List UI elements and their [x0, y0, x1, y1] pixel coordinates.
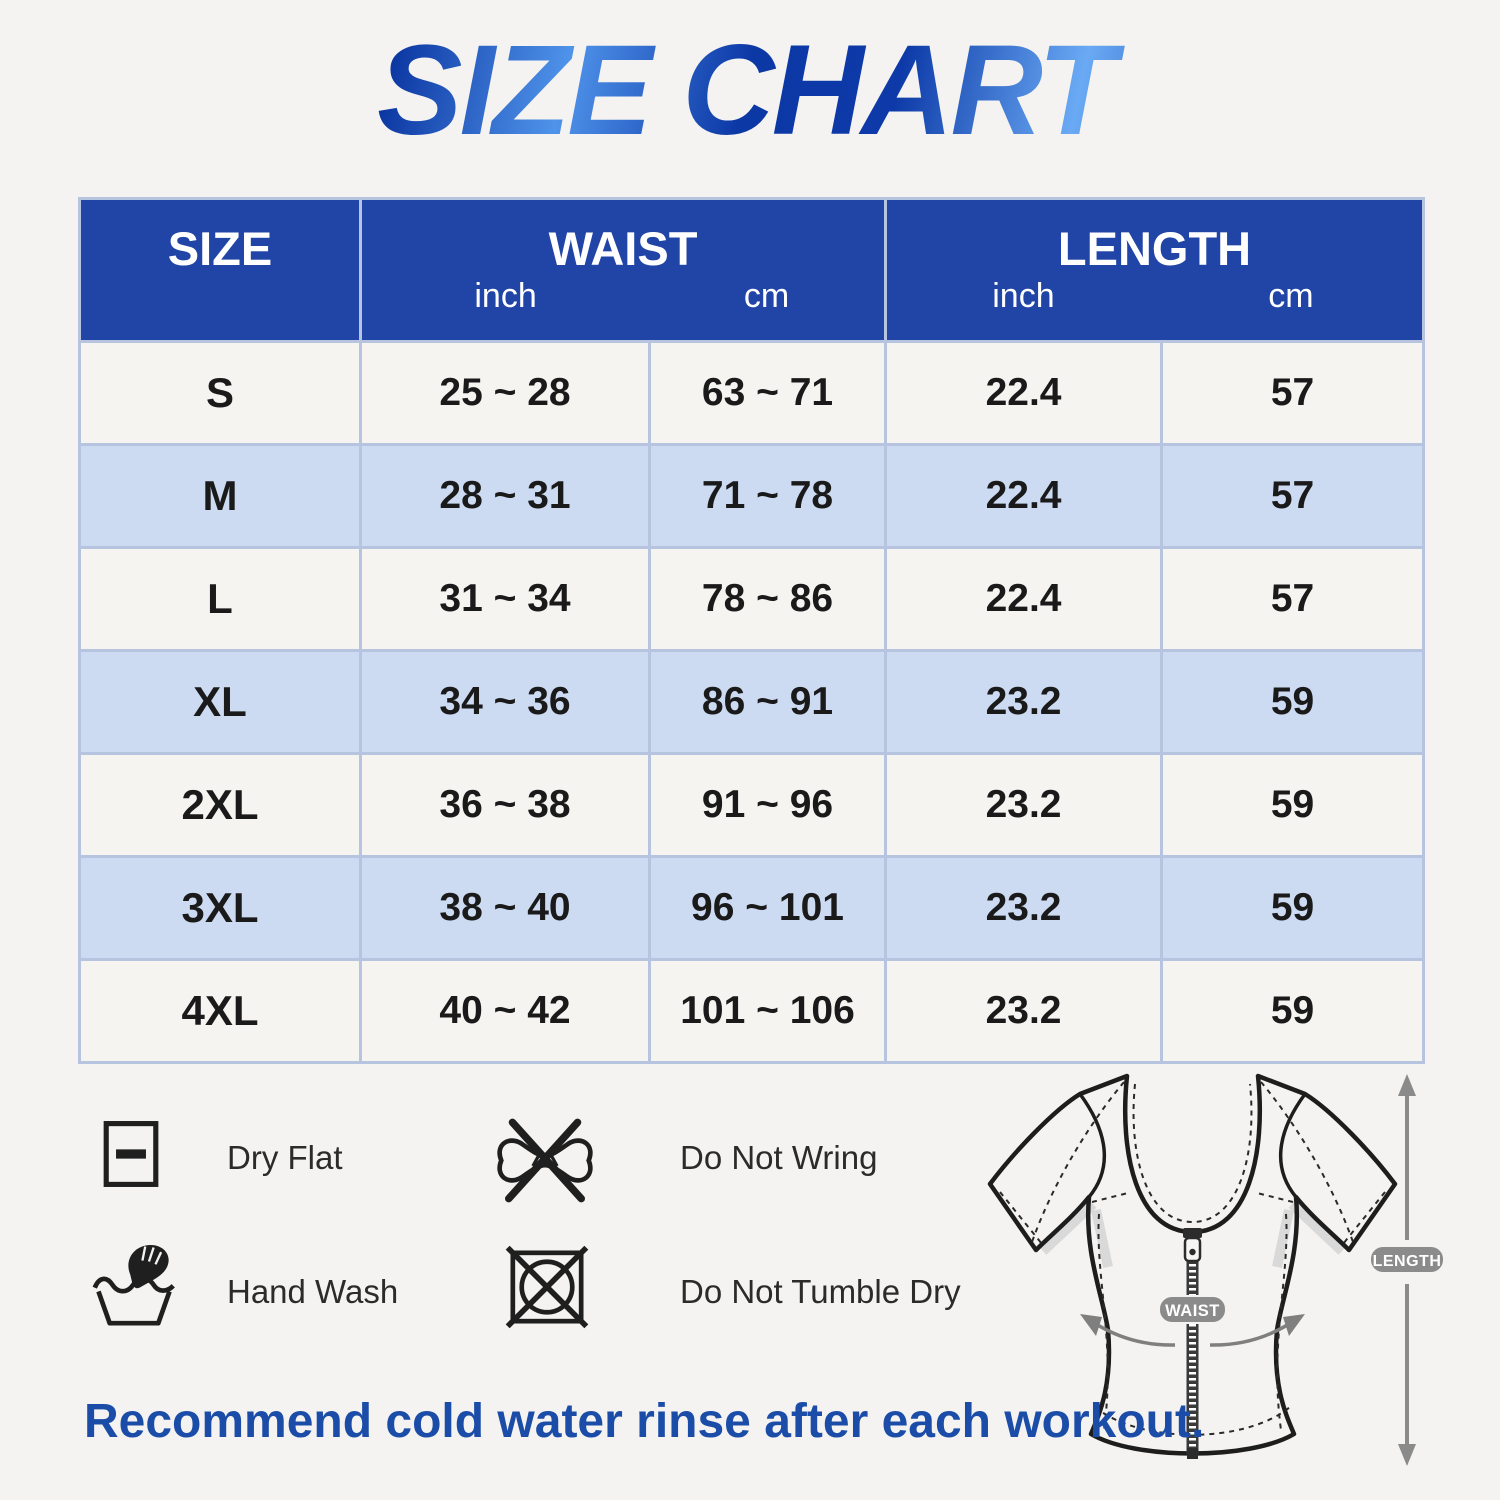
waist-cm-cell: 78 ~ 86 — [650, 548, 886, 651]
header-length-inch: inch — [992, 277, 1055, 315]
dry-flat-icon — [102, 1118, 160, 1190]
size-cell: L — [80, 548, 361, 651]
size-cell: 3XL — [80, 857, 361, 960]
length-cm-cell: 59 — [1162, 857, 1424, 960]
table-row — [80, 960, 1424, 1063]
size-cell: 2XL — [80, 754, 361, 857]
header-waist-cm: cm — [743, 277, 790, 315]
care-label-do-not-wring: Do Not Wring — [680, 1139, 878, 1176]
length-badge-label: LENGTH — [1372, 1253, 1442, 1270]
table-row — [80, 548, 1424, 651]
table-row — [80, 342, 1424, 445]
underarm-shade-left — [1042, 1203, 1092, 1250]
length-inch-cell: 22.4 — [886, 548, 1162, 651]
waist-badge-label: WAIST — [1165, 1302, 1220, 1320]
length-cm-cell: 57 — [1162, 445, 1424, 548]
page-title: SIZE CHART — [0, 16, 1490, 166]
header-waist-label: WAIST — [548, 222, 698, 275]
waist-cm-cell: 63 ~ 71 — [650, 342, 886, 445]
table-row — [80, 754, 1424, 857]
header-waist-inch: inch — [474, 277, 537, 315]
waist-cm-cell: 71 ~ 78 — [650, 445, 886, 548]
length-cm-cell: 59 — [1162, 651, 1424, 754]
waist-inch-cell: 28 ~ 31 — [361, 445, 650, 548]
header-size-label: SIZE — [167, 222, 273, 275]
hand-wash-icon — [91, 1239, 177, 1327]
waist-inch-cell: 34 ~ 36 — [361, 651, 650, 754]
waist-inch-cell: 31 ~ 34 — [361, 548, 650, 651]
header-size — [80, 199, 361, 342]
size-table — [78, 197, 1425, 1064]
care-label-dry-flat: Dry Flat — [227, 1139, 343, 1176]
length-inch-cell: 23.2 — [886, 960, 1162, 1063]
waist-cm-cell: 86 ~ 91 — [650, 651, 886, 754]
waist-badge — [1159, 1296, 1226, 1323]
underarm-shade-right — [1293, 1203, 1343, 1250]
table-header-row — [80, 199, 1424, 342]
waist-inch-cell: 25 ~ 28 — [361, 342, 650, 445]
length-inch-cell: 23.2 — [886, 754, 1162, 857]
waist-cm-cell: 96 ~ 101 — [650, 857, 886, 960]
length-badge — [1370, 1246, 1444, 1273]
table-row — [80, 651, 1424, 754]
care-label-hand-wash: Hand Wash — [227, 1273, 399, 1310]
length-cm-cell: 59 — [1162, 754, 1424, 857]
waist-cm-cell: 91 ~ 96 — [650, 754, 886, 857]
length-cm-cell: 57 — [1162, 342, 1424, 445]
waist-inch-cell: 38 ~ 40 — [361, 857, 650, 960]
do-not-tumble-dry-icon — [503, 1243, 591, 1331]
waist-inch-cell: 36 ~ 38 — [361, 754, 650, 857]
length-cm-cell: 57 — [1162, 548, 1424, 651]
size-cell: XL — [80, 651, 361, 754]
header-length-label: LENGTH — [1057, 222, 1252, 275]
length-inch-cell: 23.2 — [886, 651, 1162, 754]
length-inch-cell: 23.2 — [886, 857, 1162, 960]
waist-inch-cell: 40 ~ 42 — [361, 960, 650, 1063]
table-row — [80, 857, 1424, 960]
length-cm-cell: 59 — [1162, 960, 1424, 1063]
size-cell: 4XL — [80, 960, 361, 1063]
length-inch-cell: 22.4 — [886, 445, 1162, 548]
size-cell: S — [80, 342, 361, 445]
do-not-wring-icon — [492, 1116, 598, 1205]
care-label-do-not-tumble-dry: Do Not Tumble Dry — [680, 1273, 961, 1310]
footnote: Recommend cold water rinse after each workout. — [84, 1395, 1205, 1448]
waist-cm-cell: 101 ~ 106 — [650, 960, 886, 1063]
header-length-cm: cm — [1268, 277, 1314, 315]
header-waist-group — [361, 199, 886, 342]
size-cell: M — [80, 445, 361, 548]
header-length-group — [886, 199, 1424, 342]
length-inch-cell: 22.4 — [886, 342, 1162, 445]
table-row — [80, 445, 1424, 548]
